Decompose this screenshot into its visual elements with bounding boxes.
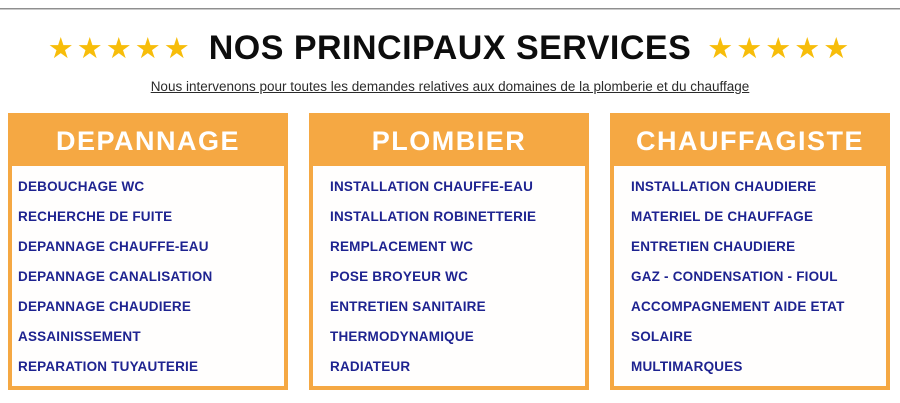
service-link-accompagnement-aide-etat[interactable]: ACCOMPAGNEMENT AIDE ETAT [631, 299, 845, 314]
column-plombier [309, 113, 589, 390]
star-rating-left-icon: ★★★★★ [47, 32, 193, 65]
column-body-chauffagiste [614, 166, 886, 386]
service-link-depannage-canalisation[interactable]: DEPANNAGE CANALISATION [18, 269, 213, 284]
service-link-depannage-chaudiere[interactable]: DEPANNAGE CHAUDIERE [18, 299, 192, 314]
page-title: NOS PRINCIPAUX SERVICES [208, 29, 692, 67]
service-link-gaz-condensation-fioul[interactable]: GAZ - CONDENSATION - FIOUL [631, 269, 838, 284]
service-link-radiateur[interactable]: RADIATEUR [330, 359, 411, 374]
service-link-entretien-chaudiere[interactable]: ENTRETIEN CHAUDIERE [631, 239, 796, 254]
service-link-pose-broyeur-wc[interactable]: POSE BROYEUR WC [330, 269, 469, 284]
service-link-solaire[interactable]: SOLAIRE [631, 329, 693, 344]
top-divider [0, 8, 900, 10]
service-link-assainissement[interactable]: ASSAINISSEMENT [18, 329, 141, 344]
service-link-installation-chauffe-eau[interactable]: INSTALLATION CHAUFFE-EAU [330, 179, 534, 194]
service-link-entretien-sanitaire[interactable]: ENTRETIEN SANITAIRE [330, 299, 486, 314]
column-chauffagiste [610, 113, 890, 390]
service-link-thermodynamique[interactable]: THERMODYNAMIQUE [330, 329, 474, 344]
column-header-depannage: DEPANNAGE [12, 117, 284, 166]
column-header-chauffagiste: CHAUFFAGISTE [614, 117, 886, 166]
column-header-plombier: PLOMBIER [313, 117, 585, 166]
service-link-recherche-de-fuite[interactable]: RECHERCHE DE FUITE [18, 209, 173, 224]
service-link-debouchage-wc[interactable]: DEBOUCHAGE WC [18, 179, 145, 194]
service-link-reparation-tuyauterie[interactable]: REPARATION TUYAUTERIE [18, 359, 199, 374]
column-body-depannage [12, 166, 284, 386]
star-rating-right-icon: ★★★★★ [707, 32, 853, 65]
service-link-materiel-de-chauffage[interactable]: MATERIEL DE CHAUFFAGE [631, 209, 814, 224]
column-body-plombier [313, 166, 585, 386]
service-link-multimarques[interactable]: MULTIMARQUES [631, 359, 743, 374]
service-columns [0, 113, 900, 390]
page-subtitle: Nous intervenons pour toutes les demandes relatives aux domaines de la plomberie et du chauffage [150, 79, 750, 94]
service-link-installation-chaudiere[interactable]: INSTALLATION CHAUDIERE [631, 179, 817, 194]
title-row [0, 31, 900, 65]
service-link-remplacement-wc[interactable]: REMPLACEMENT WC [330, 239, 474, 254]
service-link-installation-robinetterie[interactable]: INSTALLATION ROBINETTERIE [330, 209, 537, 224]
service-link-depannage-chauffe-eau[interactable]: DEPANNAGE CHAUFFE-EAU [18, 239, 209, 254]
column-depannage [8, 113, 288, 390]
